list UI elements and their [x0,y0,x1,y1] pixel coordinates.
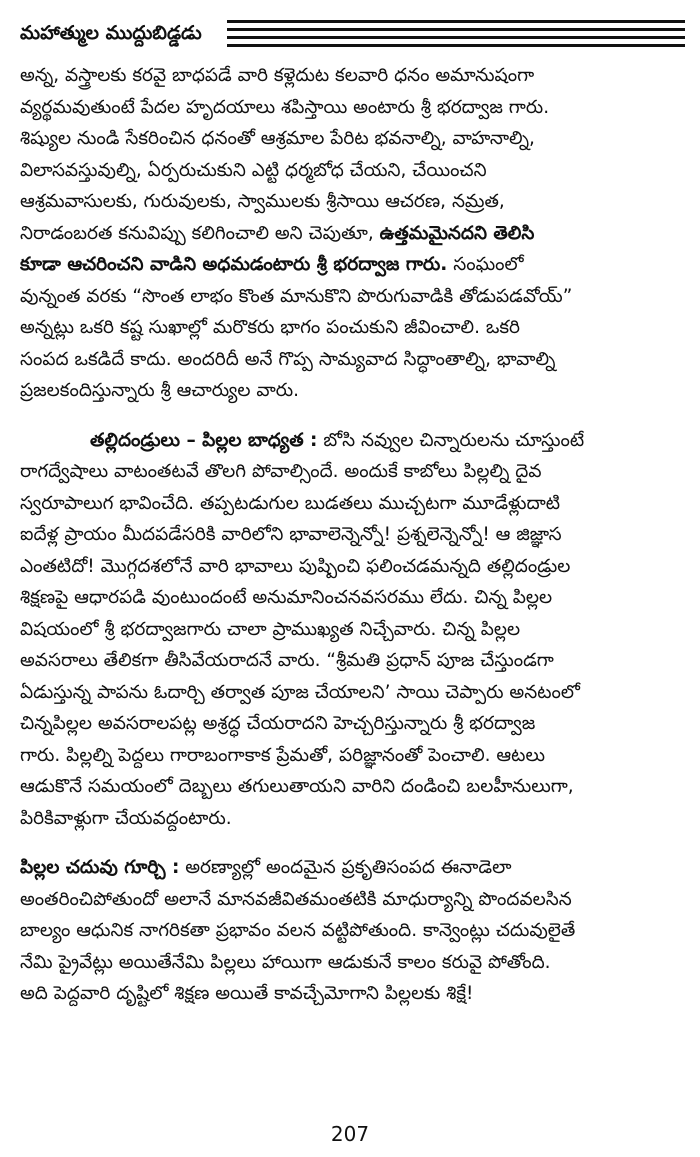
text-span: నిరాడంబరత కనువిప్పు కలిగించాలి అని చెపుతూ, [20,222,380,244]
text-line: వున్నంత వరకు “సొంత లాభం కొంత మానుకొని పొరుగువాడికి తోడుపడవోయ్” [20,285,573,307]
text-line: రాగద్వేషాలు వాటంతటవే తొలగి పోవాల్సిందే. అందుకే కాబోలు పిల్లల్ని దైవ [20,461,542,482]
section-heading: పిల్లల చదువు గూర్చి : [20,857,180,878]
text-line: ఐదేళ్ల ప్రాయం మీదపడేసరికి వారిలోని భావాలెన్నెన్నో! ప్రశ్నలెన్నెన్నో! ఆ జిజ్ఞాస [20,524,562,545]
text-line: సంపద ఒకడిదే కాదు. అందరిదీ అనే గొప్ప సామ్యవాద సిద్ధాంతాల్ని, భావాల్ని [20,348,556,370]
text-line: ఏడుస్తున్న పాపను ఓదార్చి తర్వాత పూజ చేయాలని’ సాయి చెప్పారు అనటంలో [20,681,580,703]
text-line: అన్నట్లు ఒకరి కష్ట సుఖాల్లో మరొకరు భాగం పంచుకుని జీవించాలి. ఒకరి [20,317,520,338]
emphasis-text: ఉత్తమమైనదని తెలిసి [379,222,535,244]
text-line: గారు. పిల్లల్ని పెద్దలు గారాబంగాకాక ప్రేమతో, పరిజ్ఞానంతో పెంచాలి. ఆటలు [20,744,545,766]
text-line: వ్యర్థమవుతుంటే పేదల హృదయాలు శపిస్తాయి అంటారు శ్రీ భరద్వాజ గారు. [20,96,550,118]
text-span: అరణ్యాల్లో అందమైన ప్రకృతిసంపద ఈనాడెలా [179,857,512,878]
book-title: మహాత్ముల ముద్దుబిడ్డడు [20,22,202,44]
running-header [20,14,685,54]
text-line: చిన్నపిల్లల అవసరాలపట్ల అశ్రద్ధ చేయరాదని హెచ్చరిస్తున్నారు శ్రీ భరద్వాజ [20,713,536,734]
paragraph-spacer [20,834,685,852]
text-line [20,852,685,884]
text-line: విలాసవస్తువుల్ని, ఏర్పరుచుకుని ఎట్టి ధర్మబోధ చేయని, చేయించని [20,159,487,181]
text-line: ప్రజలకందిస్తున్నారు శ్రీ ఆచార్యుల వారు. [20,380,300,401]
header-rule-lines [227,20,685,50]
text-line: పిరికివాళ్లుగా చేయవద్దంటారు. [20,807,232,829]
text-line: ఆడుకొనే సమయంలో దెబ్బలు తగులుతాయని వారిని దండించి బలహీనులుగా, [20,776,574,797]
text-span: సంఘంలో [447,254,524,275]
text-line: అది పెద్దవారి దృష్టిలో శిక్షణ అయితే కావచ్చేమోగాని పిల్లలకు శిక్షే! [20,983,474,1004]
section-heading: తల్లిదండ్రులు – పిల్లల బాధ్యత : [90,429,318,451]
emphasis-text: కూడా ఆచరించని వాడిని అధమడంటారు శ్రీ భరద్వాజ గారు. [20,254,448,275]
text-line: శిక్షణపై ఆధారపడి వుంటుందంటే అనుమానించనవసరము లేదు. చిన్న పిల్లల [20,587,553,608]
text-line: స్వరూపాలుగ భావించేది. తప్పటడుగుల బుడతలు ముచ్చటగా మూడేళ్లుదాటి [20,492,561,514]
text-line [20,249,685,281]
paragraph-2 [20,425,685,835]
text-line: అన్న, వస్త్రాలకు కరవై బాధపడే వారి కళ్లెదుట కలవారి ధనం అమానుషంగా [20,65,535,86]
text-line: అంతరించిపోతుందో అలానే మానవజీవితమంతటికి మాధుర్యాన్ని పొందవలసిన [20,888,572,910]
text-line: అవసరాలు తేలికగా తీసివేయరాదనే వారు. “శ్రీమతి ప్రధాన్ పూజ చేస్తుండగా [20,650,554,671]
text-line: నేమి ప్రైవేట్లు అయితేనేమి పిల్లలు హాయిగా ఆడుకునే కాలం కరువై పోతోంది. [20,951,551,973]
paragraph-3 [20,852,685,1010]
paragraph-spacer [20,407,685,425]
page-number: 207 [330,1122,370,1146]
text-line: విషయంలో శ్రీ భరద్వాజగారు చాలా ప్రాముఖ్యత నిచ్చేవారు. చిన్న పిల్లల [20,618,521,640]
text-line: బాల్యం ఆధునిక నాగరికతా ప్రభావం వలన వట్టిపోతుంది. కాన్వెంట్లు చదువులైతే [20,920,576,941]
text-span: బోసి నవ్వుల చిన్నారులను చూస్తుంటే [317,429,585,451]
text-line [20,218,685,250]
text-line [20,425,685,457]
text-line: ఆశ్రమవాసులకు, గురువులకు, స్వాములకు శ్రీసాయి ఆచరణ, నమ్రత, [20,191,505,212]
page-body [20,60,685,1010]
paragraph-1 [20,60,685,407]
text-line: శిష్యుల నుండి సేకరించిన ధనంతో ఆశ్రమాల పేరిట భవనాల్ని, వాహనాల్ని, [20,128,535,149]
text-line: ఎంతటిదో! మొగ్గదశలోనే వారి భావాలు పుష్పించి ఫలించడమన్నది తల్లిదండ్రుల [20,555,571,577]
